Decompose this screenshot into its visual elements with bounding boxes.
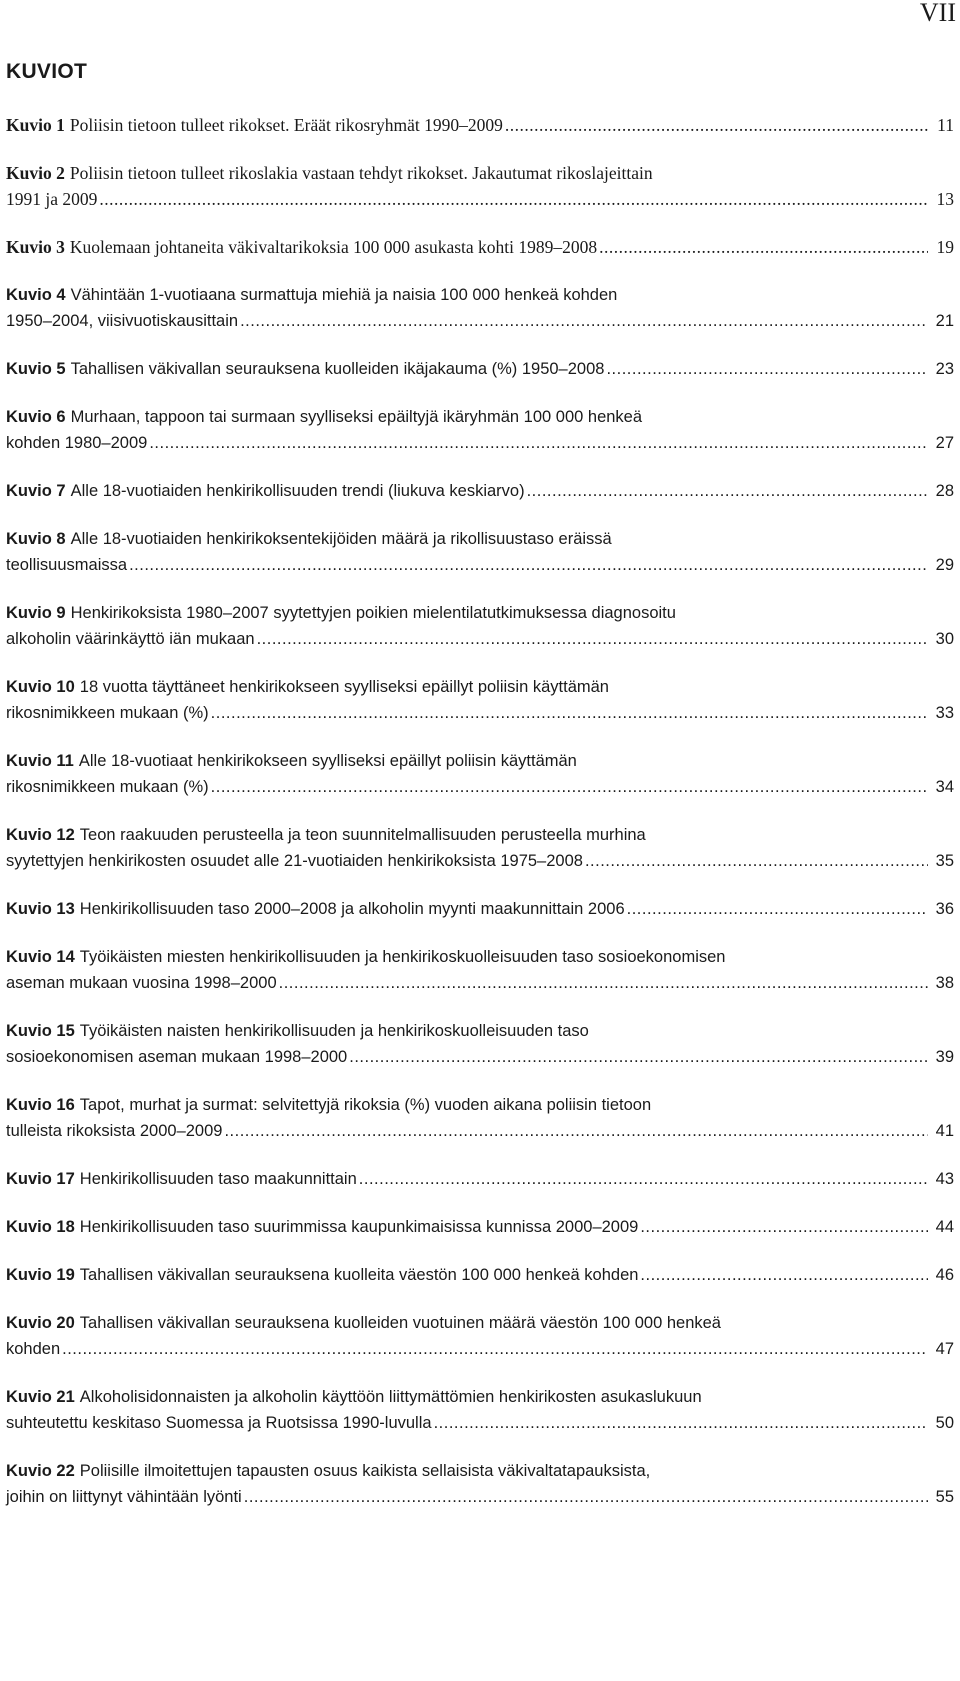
page-reference: 21: [935, 312, 954, 330]
figure-label: Kuvio 13: [6, 900, 75, 918]
dot-leader: [211, 774, 928, 800]
figure-title-text: Henkirikollisuuden taso maakunnittain: [79, 1170, 357, 1188]
toc-entry-line: [6, 1336, 954, 1362]
toc-entry[interactable]: [6, 404, 954, 456]
figure-label: Kuvio 2: [6, 163, 65, 183]
dot-leader: [244, 1484, 928, 1510]
dot-leader: [640, 1214, 928, 1240]
toc-entry[interactable]: [6, 600, 954, 652]
dot-leader: [434, 1410, 928, 1436]
toc-entry[interactable]: [6, 896, 954, 922]
toc-entry-line: [6, 600, 954, 626]
figure-label: Kuvio 7: [6, 482, 66, 500]
toc-entry-line: [6, 1384, 954, 1410]
figure-title-text: aseman mukaan vuosina 1998–2000: [6, 974, 277, 992]
dot-leader: [585, 848, 928, 874]
figure-title-text: Alle 18-vuotiaiden henkirikollisuuden trendi (liukuva keskiarvo): [70, 482, 525, 500]
toc-entry[interactable]: [6, 356, 954, 382]
dot-leader: [149, 430, 928, 456]
toc-entry[interactable]: [6, 1458, 954, 1510]
toc-entry-line: [6, 1310, 954, 1336]
toc-entry-line: [6, 1018, 954, 1044]
toc-entry-line: [6, 1092, 954, 1118]
toc-entry[interactable]: [6, 1018, 954, 1070]
dot-leader: [640, 1262, 928, 1288]
toc-entry-line: [6, 1166, 954, 1192]
figure-title-text: kohden: [6, 1340, 61, 1358]
toc-entry-line: [6, 944, 954, 970]
page-reference: 41: [935, 1122, 954, 1140]
toc-entry-line: [6, 526, 954, 552]
toc-entry-line: [6, 552, 954, 578]
toc-entry-line: [6, 674, 954, 700]
toc-entry-line: [6, 1262, 954, 1288]
figure-title-text: tulleista rikoksista 2000–2009: [6, 1122, 223, 1140]
dot-leader: [359, 1166, 928, 1192]
page-reference: 55: [935, 1488, 954, 1506]
figure-label: Kuvio 3: [6, 237, 65, 257]
page-reference: 23: [935, 360, 954, 378]
toc-entry-line: [6, 1214, 954, 1240]
figure-title-text: Tahallisen väkivallan seurauksena kuolleiden ikäjakauma (%) 1950–2008: [70, 360, 605, 378]
toc-entry-line: [6, 970, 954, 996]
toc-entry[interactable]: [6, 282, 954, 334]
figure-title-text: suhteutettu keskitaso Suomessa ja Ruotsissa 1990-luvulla: [6, 1414, 432, 1432]
toc-entry[interactable]: [6, 674, 954, 726]
figure-label: Kuvio 11: [6, 752, 74, 770]
toc-entry-line: [6, 404, 954, 430]
figure-label: Kuvio 21: [6, 1388, 75, 1406]
figure-title-text: Tahallisen väkivallan seurauksena kuolleiden vuotuinen määrä väestön 100 000 henkeä: [79, 1314, 721, 1332]
toc-entry-line: [6, 186, 954, 212]
page-reference: 39: [935, 1048, 954, 1066]
figure-title-text: 1991 ja 2009: [6, 189, 98, 209]
toc-entry[interactable]: [6, 478, 954, 504]
figure-title-text: sosioekonomisen aseman mukaan 1998–2000: [6, 1048, 348, 1066]
dot-leader: [257, 626, 928, 652]
figure-label: Kuvio 16: [6, 1096, 75, 1114]
page-reference: 35: [935, 852, 954, 870]
figure-label: Kuvio 9: [6, 604, 66, 622]
dot-leader: [627, 896, 928, 922]
figure-label: Kuvio 4: [6, 286, 66, 304]
dot-leader: [527, 478, 928, 504]
dot-leader: [224, 1118, 928, 1144]
toc-entry-line: [6, 1118, 954, 1144]
figure-label: Kuvio 1: [6, 115, 65, 135]
toc-entry-line: [6, 1410, 954, 1436]
toc-entry-line: [6, 1458, 954, 1484]
figure-label: Kuvio 5: [6, 360, 66, 378]
figure-title-text: Poliisin tietoon tulleet rikokset. Eräät rikosryhmät 1990–2009: [69, 115, 503, 135]
dot-leader: [99, 186, 928, 212]
toc-entry-line: [6, 112, 954, 138]
figure-title-text: Alkoholisidonnaisten ja alkoholin käyttöön liittymättömien henkirikosten asukaslukuun: [79, 1388, 702, 1406]
toc-entry-line: [6, 1484, 954, 1510]
toc-entry-line: [6, 282, 954, 308]
figure-label: Kuvio 20: [6, 1314, 75, 1332]
toc-entry[interactable]: [6, 1384, 954, 1436]
figure-label: Kuvio 8: [6, 530, 66, 548]
page-reference: 11: [937, 115, 954, 135]
page-reference: 46: [935, 1266, 954, 1284]
figure-label: Kuvio 15: [6, 1022, 75, 1040]
page-reference: 34: [935, 778, 954, 796]
dot-leader: [599, 234, 928, 260]
figure-title-text: Työikäisten miesten henkirikollisuuden ja henkirikoskuolleisuuden taso sosioekonomisen: [79, 948, 726, 966]
figure-title-text: syytettyjen henkirikosten osuudet alle 21-vuotiaiden henkirikoksista 1975–2008: [6, 852, 583, 870]
toc-entry[interactable]: [6, 112, 954, 138]
figure-title-text: Henkirikollisuuden taso 2000–2008 ja alkoholin myynti maakunnittain 2006: [79, 900, 625, 918]
figure-title-text: kohden 1980–2009: [6, 434, 148, 452]
toc-entry[interactable]: [6, 526, 954, 578]
toc-entry[interactable]: [6, 1262, 954, 1288]
page-reference: 43: [935, 1170, 954, 1188]
dot-leader: [240, 308, 928, 334]
figure-title-text: Työikäisten naisten henkirikollisuuden ja henkirikoskuolleisuuden taso: [79, 1022, 589, 1040]
figure-title-text: rikosnimikkeen mukaan (%): [6, 778, 209, 796]
figure-label: Kuvio 14: [6, 948, 75, 966]
figure-label: Kuvio 18: [6, 1218, 75, 1236]
toc-entry-line: [6, 774, 954, 800]
figure-title-text: 1950–2004, viisivuotiskausittain: [6, 312, 239, 330]
toc-entry[interactable]: [6, 160, 954, 212]
figure-label: Kuvio 17: [6, 1170, 75, 1188]
toc-entry-line: [6, 748, 954, 774]
toc-entry[interactable]: [6, 1166, 954, 1192]
page-reference: 13: [936, 189, 954, 209]
figure-title-text: Tahallisen väkivallan seurauksena kuolleita väestön 100 000 henkeä kohden: [79, 1266, 639, 1284]
toc-entry[interactable]: [6, 748, 954, 800]
figure-label: Kuvio 19: [6, 1266, 75, 1284]
toc-entry-line: [6, 430, 954, 456]
dot-leader: [606, 356, 928, 382]
figure-title-text: Vähintään 1-vuotiaana surmattuja miehiä ja naisia 100 000 henkeä kohden: [70, 286, 618, 304]
toc-entry-line: [6, 356, 954, 382]
toc-entry[interactable]: [6, 234, 954, 260]
figure-title-text: alkoholin väärinkäyttö iän mukaan: [6, 630, 255, 648]
page-reference: 29: [935, 556, 954, 574]
figure-title-text: 18 vuotta täyttäneet henkirikokseen syylliseksi epäillyt poliisin käyttämän: [79, 678, 609, 696]
page-reference: 27: [935, 434, 954, 452]
toc-entry-line: [6, 822, 954, 848]
page-reference: 38: [935, 974, 954, 992]
page-reference: 47: [935, 1340, 954, 1358]
figure-title-text: Tapot, murhat ja surmat: selvitettyjä rikoksia (%) vuoden aikana poliisin tietoon: [79, 1096, 652, 1114]
toc-entry-line: [6, 896, 954, 922]
dot-leader: [211, 700, 928, 726]
figure-label: Kuvio 12: [6, 826, 75, 844]
page-reference: 33: [935, 704, 954, 722]
page-reference: 50: [935, 1414, 954, 1432]
figure-title-text: Teon raakuuden perusteella ja teon suunnitelmallisuuden perusteella murhina: [79, 826, 646, 844]
toc-entry[interactable]: [6, 822, 954, 874]
toc-entry-line: [6, 1044, 954, 1070]
toc-entry-line: [6, 234, 954, 260]
page-reference: 44: [935, 1218, 954, 1236]
figure-title-text: Alle 18-vuotiaiden henkirikoksentekijöiden määrä ja rikollisuustaso eräissä: [70, 530, 612, 548]
dot-leader: [62, 1336, 928, 1362]
figure-title-text: Murhaan, tappoon tai surmaan syylliseksi epäiltyjä ikäryhmän 100 000 henkeä: [70, 408, 643, 426]
page-reference: 30: [935, 630, 954, 648]
dot-leader: [129, 552, 928, 578]
figure-title-text: Henkirikoksista 1980–2007 syytettyjen poikien mielentilatutkimuksessa diagnosoitu: [70, 604, 676, 622]
section-heading: KUVIOT: [6, 60, 88, 83]
toc-entry-line: [6, 626, 954, 652]
figure-title-text: Poliisin tietoon tulleet rikoslakia vastaan tehdyt rikokset. Jakautumat rikoslajeittain: [69, 163, 653, 183]
toc-entry[interactable]: [6, 1092, 954, 1144]
figure-label: Kuvio 6: [6, 408, 66, 426]
toc-entry-line: [6, 308, 954, 334]
figure-title-text: Alle 18-vuotiaat henkirikokseen syylliseksi epäillyt poliisin käyttämän: [78, 752, 577, 770]
page-reference: 19: [936, 237, 954, 257]
dot-leader: [279, 970, 928, 996]
toc-entry-line: [6, 848, 954, 874]
toc-entry[interactable]: [6, 1214, 954, 1240]
toc-entry-line: [6, 700, 954, 726]
figure-title-text: Kuolemaan johtaneita väkivaltarikoksia 100 000 asukasta kohti 1989–2008: [69, 237, 598, 257]
toc-entry-line: [6, 478, 954, 504]
toc-entry-line: [6, 160, 954, 186]
page-reference: 28: [935, 482, 954, 500]
figure-title-text: rikosnimikkeen mukaan (%): [6, 704, 209, 722]
toc-entry[interactable]: [6, 1310, 954, 1362]
dot-leader: [505, 112, 928, 138]
toc-entry[interactable]: [6, 944, 954, 996]
figure-label: Kuvio 10: [6, 678, 75, 696]
page-number: VII: [919, 0, 956, 27]
figure-label: Kuvio 22: [6, 1462, 75, 1480]
figure-list: [6, 112, 954, 1532]
page-reference: 36: [935, 900, 954, 918]
figure-title-text: Henkirikollisuuden taso suurimmissa kaupunkimaisissa kunnissa 2000–2009: [79, 1218, 639, 1236]
figure-title-text: Poliisille ilmoitettujen tapausten osuus kaikista sellaisista väkivaltatapauksista,: [79, 1462, 651, 1480]
dot-leader: [349, 1044, 928, 1070]
figure-title-text: teollisuusmaissa: [6, 556, 128, 574]
figure-title-text: joihin on liittynyt vähintään lyönti: [6, 1488, 242, 1506]
